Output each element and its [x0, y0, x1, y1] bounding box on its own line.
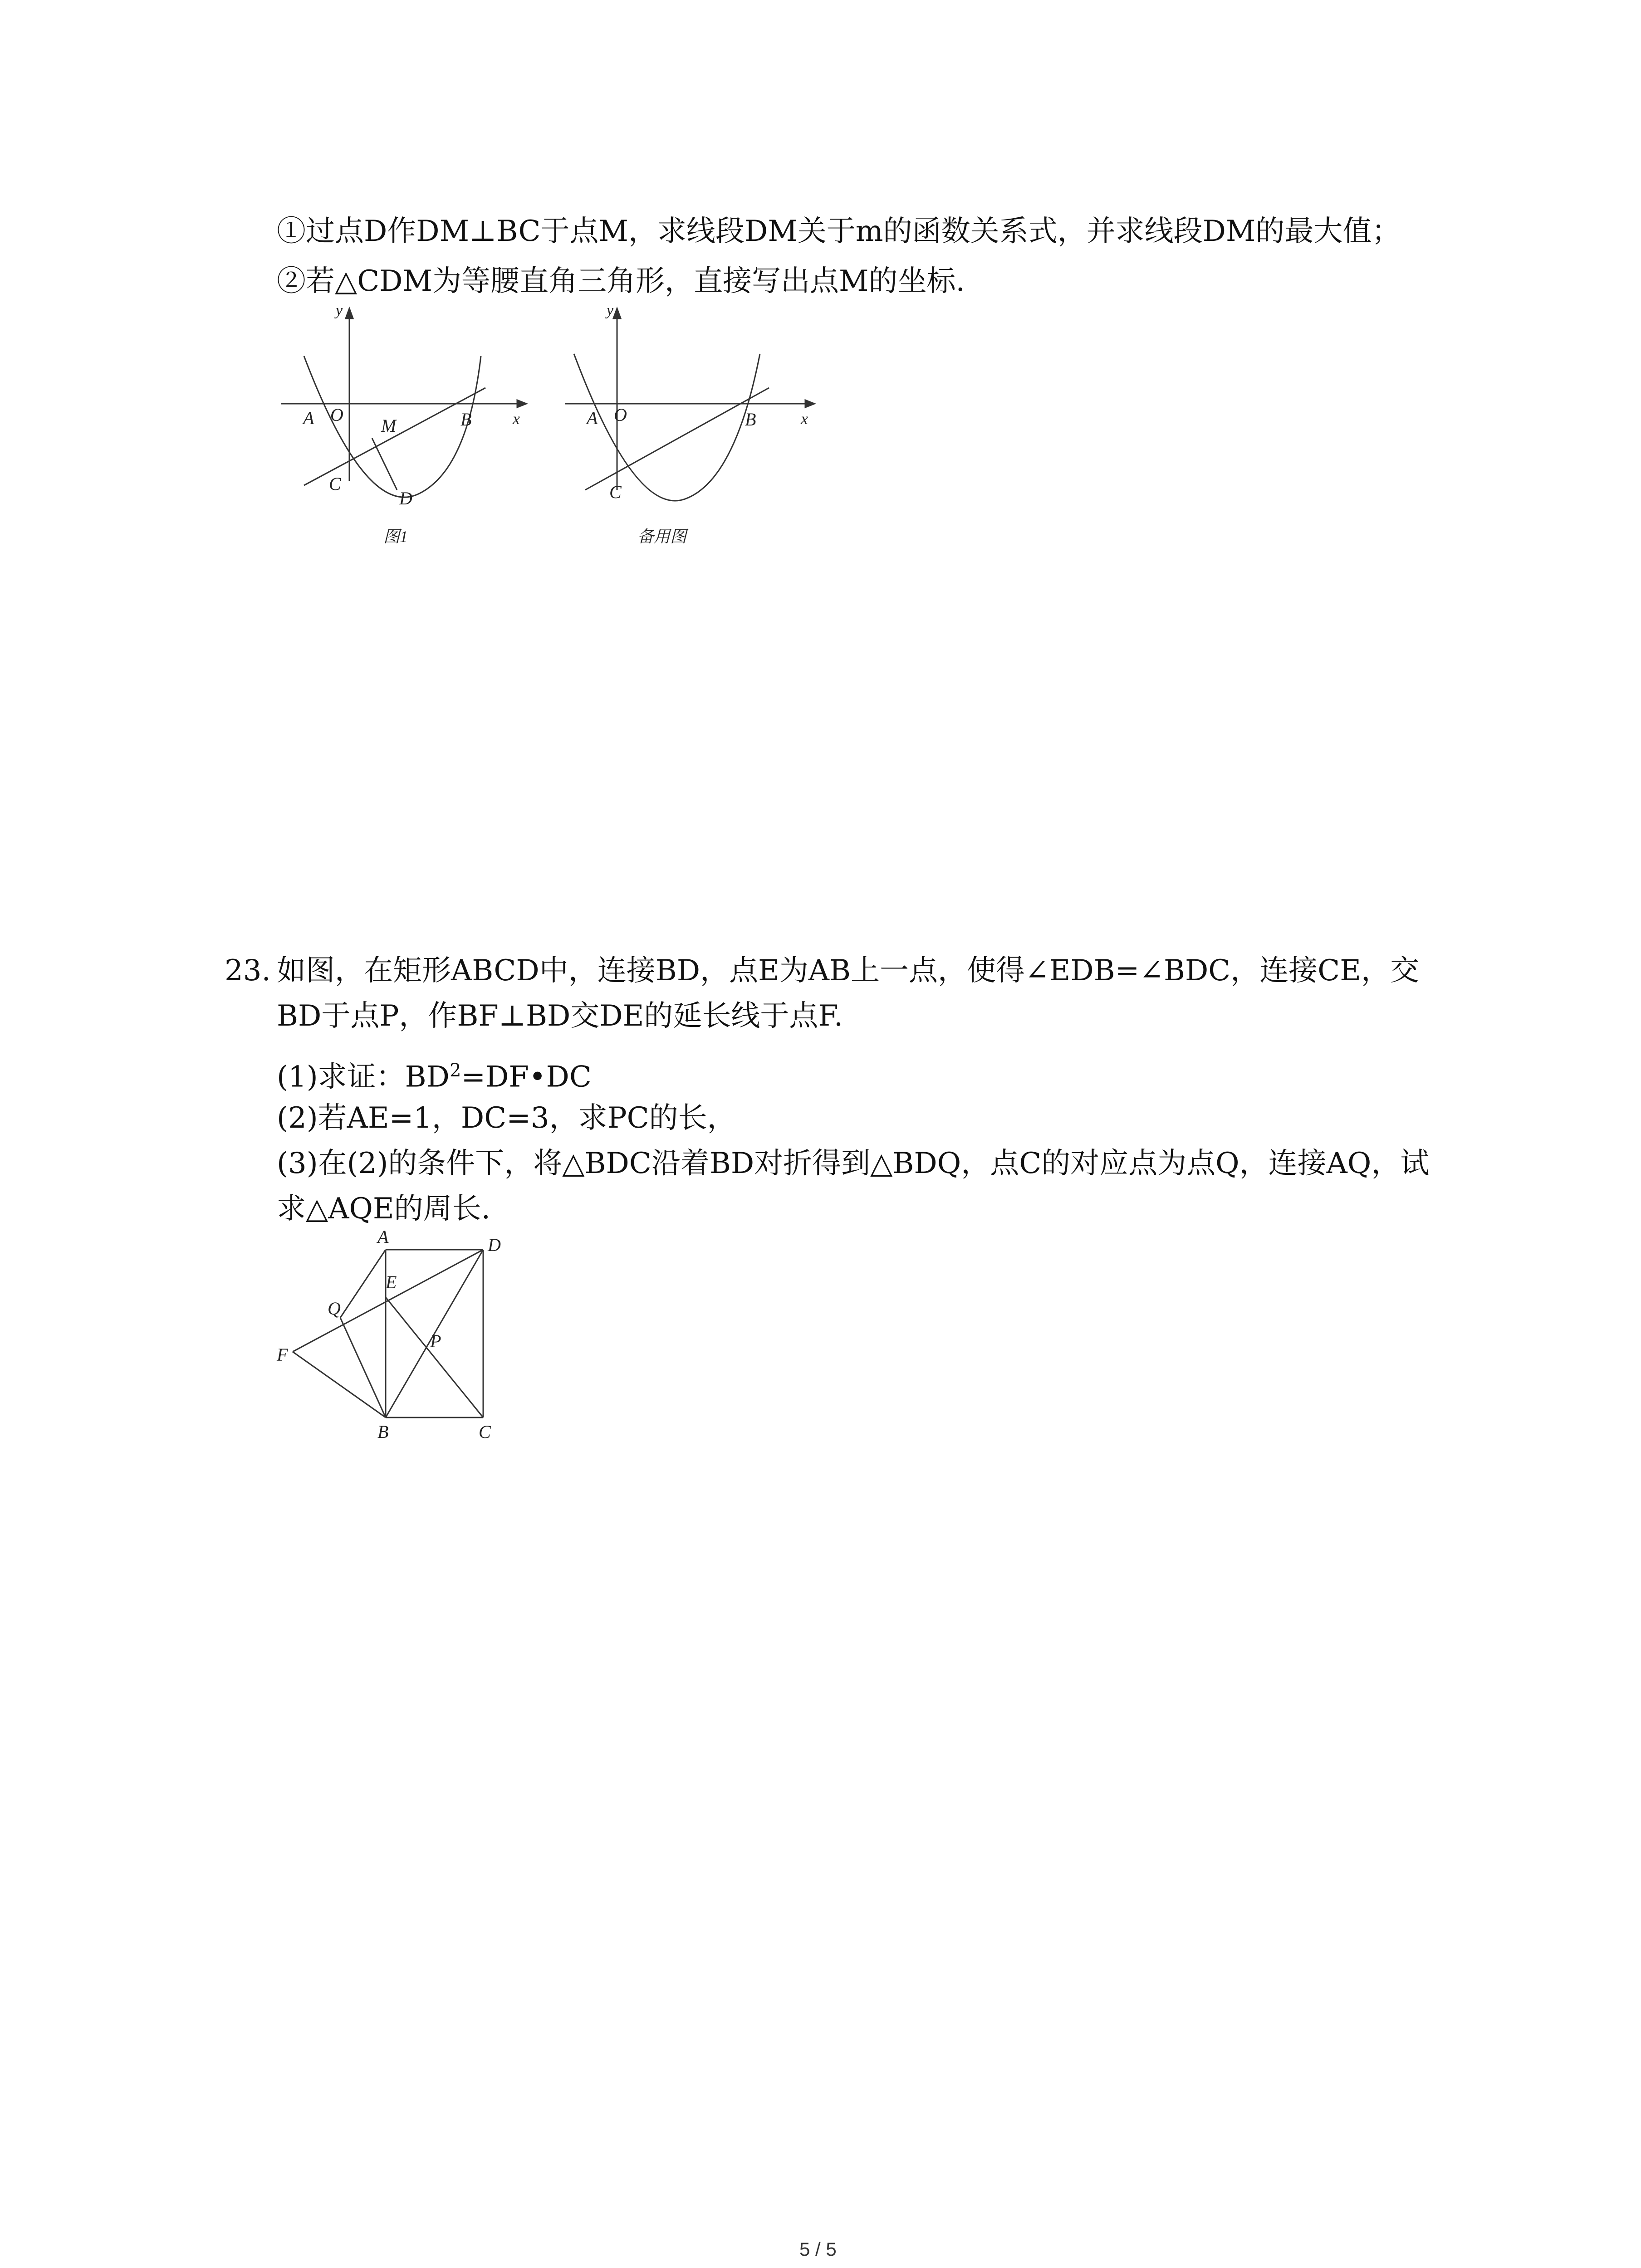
q23-part2: (2)若AE=1，DC=3，求PC的长，	[277, 1101, 736, 1135]
q23-stem-line1: 如图，在矩形ABCD中，连接BD，点E为AB上一点，使得∠EDB=∠BDC，连接CE，交	[277, 954, 1419, 987]
q22-part2: ②若△CDM为等腰直角三角形，直接写出点M的坐标.	[277, 264, 965, 298]
label-m: M	[381, 415, 397, 436]
segment-dm	[372, 438, 397, 490]
segment-ec	[386, 1297, 483, 1418]
label-e: E	[386, 1272, 397, 1292]
label-a: A	[377, 1227, 389, 1247]
q23-number: 23.	[225, 954, 271, 987]
label-d: D	[488, 1235, 501, 1255]
segment-fb	[293, 1352, 386, 1418]
q23-stem-line2: BD于点P，作BF⊥BD交DE的延长线于点F.	[277, 999, 843, 1033]
label-o: O	[330, 405, 343, 425]
x-axis-arrow	[517, 400, 526, 407]
figure-1-parabola	[272, 299, 535, 553]
label-y: y	[607, 302, 614, 319]
label-f: F	[277, 1344, 288, 1365]
figure-1-caption: 图1	[383, 528, 408, 546]
label-d: D	[399, 488, 412, 508]
parabola	[574, 354, 760, 501]
label-c: C	[479, 1422, 491, 1442]
y-axis-arrow	[346, 308, 353, 318]
segment-qb	[340, 1318, 386, 1418]
figure-spare-caption: 备用图	[637, 528, 687, 546]
figure-rectangle-abcd	[272, 1225, 526, 1452]
label-c: C	[329, 474, 341, 494]
x-axis-arrow	[805, 400, 814, 407]
label-b: B	[745, 409, 756, 430]
label-p: P	[430, 1331, 441, 1351]
label-a: A	[587, 408, 598, 428]
label-b: B	[460, 409, 472, 430]
q23-part3-line1: (3)在(2)的条件下，将△BDC沿着BD对折得到△BDQ，点C的对应点为点Q，连接AQ，试	[277, 1147, 1430, 1180]
label-b: B	[377, 1422, 389, 1442]
label-o: O	[614, 405, 627, 425]
q23-part3-line2: 求△AQE的周长.	[277, 1192, 490, 1226]
y-axis-arrow	[613, 308, 621, 318]
q23-part1-suffix: =DF•DC	[461, 1060, 592, 1094]
page-number: 5 / 5	[799, 2239, 837, 2260]
label-x: x	[801, 410, 808, 428]
q22-part1: ①过点D作DM⊥BC于点M，求线段DM关于m的函数关系式，并求线段DM的最大值；	[277, 215, 1401, 248]
q23-part1-superscript: 2	[450, 1060, 461, 1081]
label-c: C	[609, 482, 622, 502]
segment-aq	[340, 1250, 386, 1318]
q23-part1-prefix: (1)求证：BD	[277, 1060, 450, 1094]
label-x: x	[513, 410, 520, 428]
label-y: y	[336, 302, 343, 319]
q23-part1	[277, 1052, 592, 1095]
figure-spare	[556, 299, 828, 553]
line-bc	[304, 388, 485, 485]
label-q: Q	[328, 1298, 341, 1319]
label-a: A	[303, 408, 314, 428]
